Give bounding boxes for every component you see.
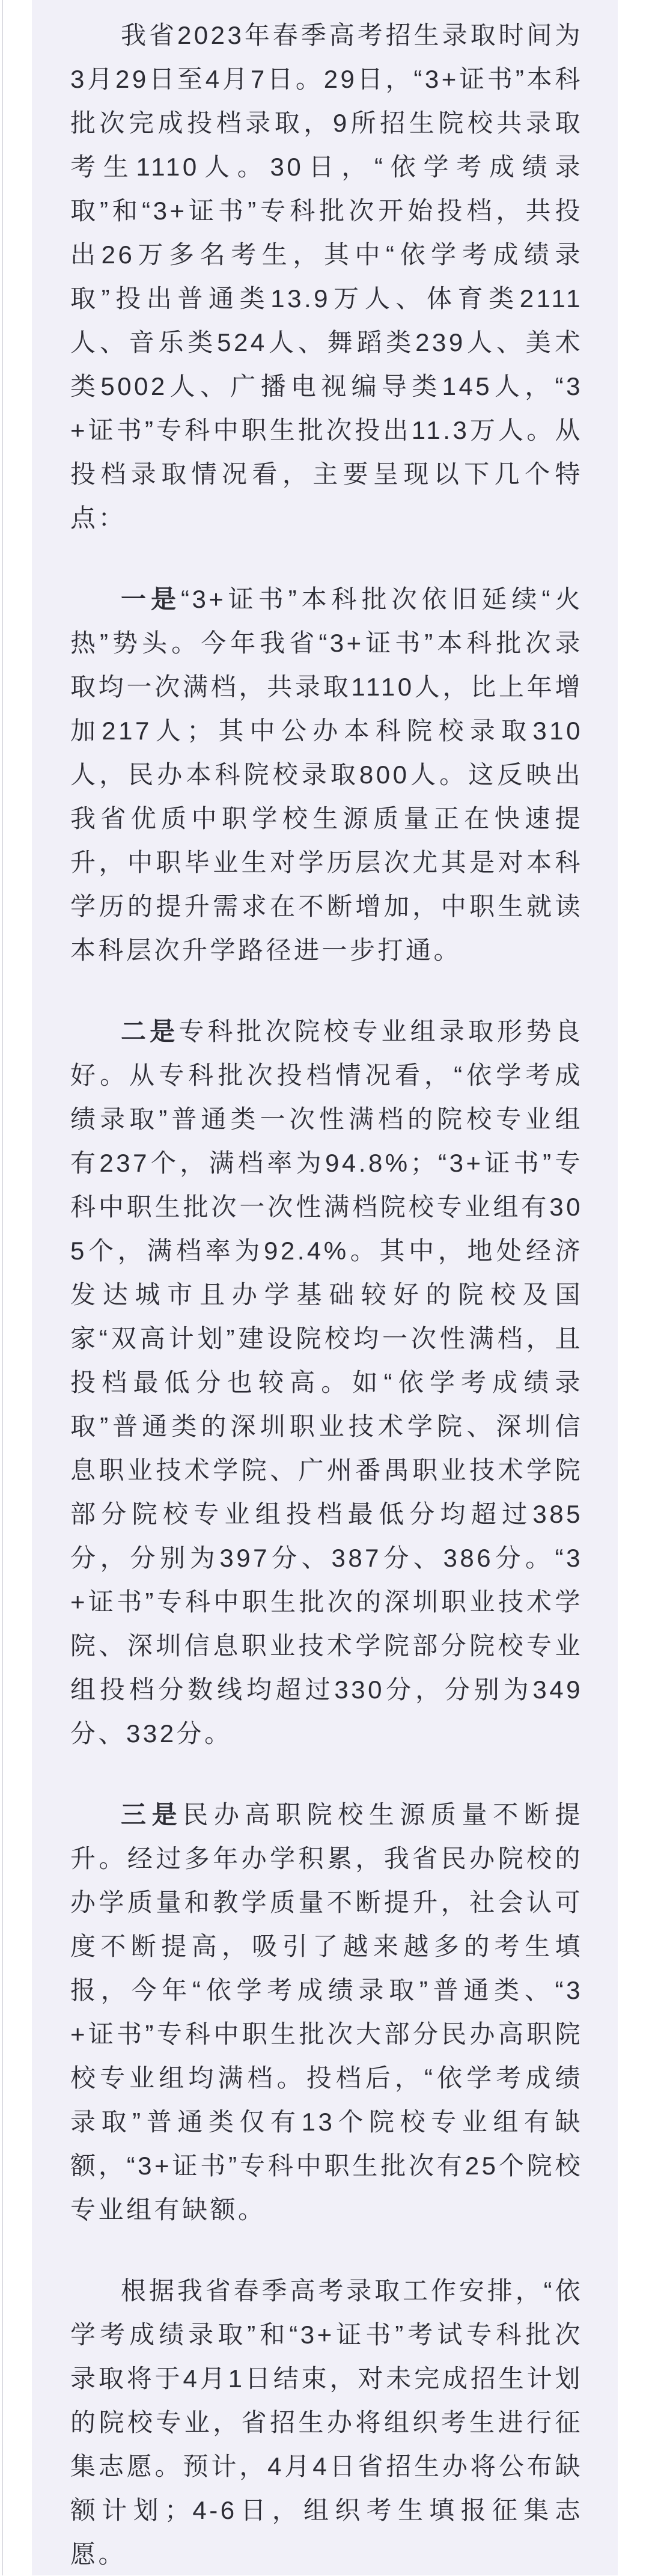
- paragraph-intro: [70, 13, 583, 540]
- paragraph-point-1: [70, 577, 583, 972]
- paragraph-lead: 一是: [121, 585, 181, 613]
- paragraph-text: 专科批次院校专业组录取形势良好。从专科批次投档情况看，“依学考成绩录取”普通类一次性满档的院校专业组有237个，满档率为94.8%；“3+证书”专科中职生批次一次性满档院校专业组有305个，满档率为92.4%。其中，地处经济发达城市且办学基础较好的院校及国家“双高计划”建设院校均一次性满档，且投档最低分也较高。如“依学考成绩录取”普通类的深圳职业技术学院、深圳信息职业技术学院、广州番禺职业技术学院部分院校专业组投档最低分均超过385分，分别为397分、387分、386分。“3+证书”专科中职生批次的深圳职业技术学院、深圳信息职业技术学院部分院校专业组投档分数线均超过330分，分别为349分、332分。: [70, 1017, 583, 1748]
- screen-edge-line: [2, 0, 3, 2575]
- paragraph-text: 根据我省春季高考录取工作安排，“依学考成绩录取”和“3+证书”考试专科批次录取将于4月1日结束，对未完成招生计划的院校专业，省招生办将组织考生进行征集志愿。预计，4月4日省招生办将公布缺额计划；4-6日，组织考生填报征集志愿。: [70, 2277, 583, 2568]
- paragraph-point-3: [70, 1793, 583, 2232]
- article-body: [32, 0, 618, 2575]
- paragraph-text: 民办高职院校生源质量不断提升。经过多年办学积累，我省民办院校的办学质量和教学质量不断提升，社会认可度不断提高，吸引了越来越多的考生填报，今年“依学考成绩录取”普通类、“3+证书”专科中职生批次大部分民办高职院校专业组均满档。投档后，“依学考成绩录取”普通类仅有13个院校专业组有缺额，“3+证书”专科中职生批次有25个院校专业组有缺额。: [70, 1800, 583, 2224]
- paragraph-closing: [70, 2269, 583, 2576]
- paragraph-lead: 三是: [121, 1800, 183, 1829]
- paragraph-point-2: [70, 1009, 583, 1755]
- paragraph-text: “3+证书”本科批次依旧延续“火热”势头。今年我省“3+证书”本科批次录取均一次满档，共录取1110人，比上年增加217人；其中公办本科院校录取310人，民办本科院校录取800人。这反映出我省优质中职学校生源质量正在快速提升，中职毕业生对学历层次尤其是对本科学历的提升需求在不断增加，中职生就读本科层次升学路径进一步打通。: [70, 585, 583, 964]
- paragraph-text: 我省2023年春季高考招生录取时间为3月29日至4月7日。29日，“3+证书”本科批次完成投档录取，9所招生院校共录取考生1110人。30日，“依学考成绩录取”和“3+证书”专科批次开始投档，共投出26万多名考生，其中“依学考成绩录取”投出普通类13.9万人、体育类2111人、音乐类524人、舞蹈类239人、美术类5002人、广播电视编导类145人，“3+证书”专科中职生批次投出11.3万人。从投档录取情况看，主要呈现以下几个特点：: [70, 21, 583, 532]
- paragraph-lead: 二是: [121, 1017, 179, 1045]
